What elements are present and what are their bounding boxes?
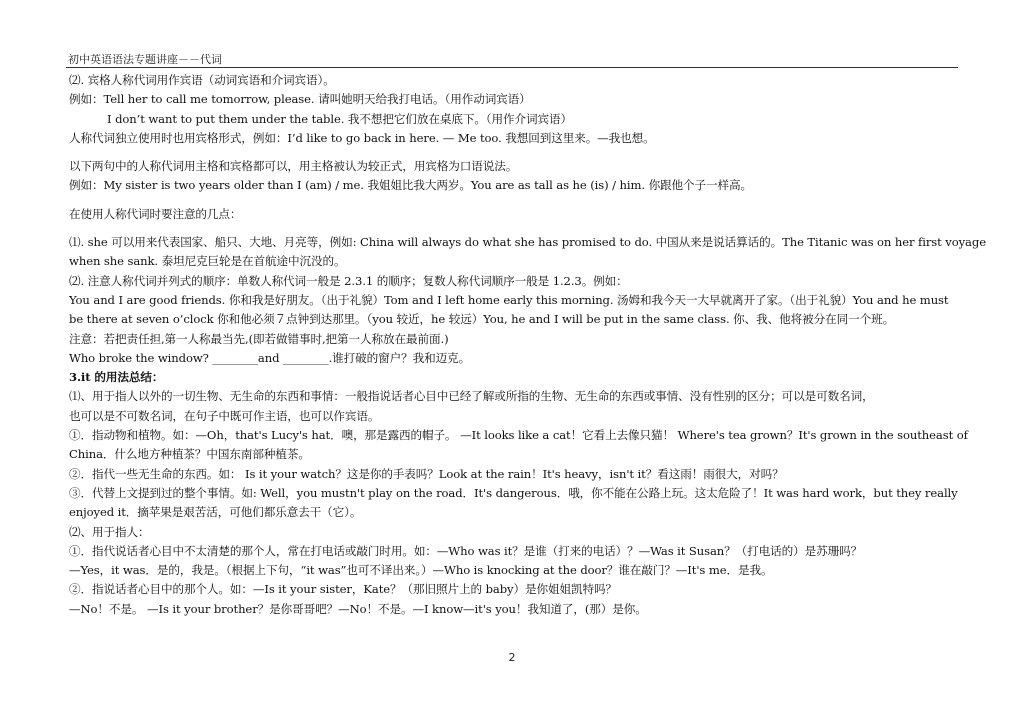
text-line: You and I are good friends. 你和我是好朋友。（出于礼貌）Tom and I left home early this morning. 汤姆和我今天一大早就离开了家。（出于礼貌）You and he must (69, 292, 949, 307)
text-line: 例如：Tell her to call me tomorrow, please. 请叫她明天给我打电话。（用作动词宾语） (69, 92, 531, 107)
text-line: ⑵. 注意人称代词并列式的顺序：单数人称代词一般是 2.3.1 的顺序；复数人称代词顺序一般是 1.2.3。例如： (69, 273, 628, 288)
header-rule (66, 67, 958, 68)
section-heading: 3.it 的用法总结： (69, 370, 164, 385)
page-header-title: 初中英语语法专题讲座－－代词 (68, 53, 222, 66)
text-line: 也可以是不可数名词，在句子中既可作主语，也可以作宾语。 (69, 408, 380, 423)
text-line: 以下两句中的人称代词用主格和宾格都可以，用主格被认为较正式，用宾格为口语说法。 (69, 159, 518, 174)
document-body (69, 71, 986, 619)
text-line: enjoyed it．摘苹果是艰苦活，可他们都乐意去干（它）。 (69, 505, 362, 520)
text-line: ⑴. she 可以用来代表国家、船只、大地、月亮等，例如: China will always do what she has promised to do. 中国从来是说话算话的。The Titanic was on her first voyage (69, 235, 986, 250)
text-line: ⑴、用于指人以外的一切生物、无生命的东西和事情：一般指说话者心目中已经了解或所指的生物、无生命的东西或事情、没有性别的区分；可以是可数名词， (69, 389, 874, 404)
text-line: 人称代词独立使用时也用宾格形式，例如：I’d like to go back in here. — Me too. 我想回到这里来。—我也想。 (69, 130, 655, 145)
text-line: when she sank. 泰坦尼克巨轮是在首航途中沉没的。 (69, 254, 346, 269)
text-line: ②．指代一些无生命的东西。如： Is it your watch？这是你的手表吗？Look at the rain！It's heavy，isn't it？看这雨！雨很大，对吗？ (69, 466, 784, 481)
text-line: —Yes，it was．是的，我是。（根据上下句，“it was”也可不译出来。）—Who is knocking at the door？谁在敲门？—It's me．是我。 (69, 563, 773, 578)
text-line: be there at seven o’clock 你和他必须７点钟到达那里。（you 较近，he 较远）You, he and I will be put in the same class. 你、我、他将被分在同一个班。 (69, 312, 895, 327)
text-line: ⑵、用于指人： (69, 524, 150, 539)
text-line: 例如：My sister is two years older than I (am) / me. 我姐姐比我大两岁。You are as tall as he (is) / him. 你跟他个子一样高。 (69, 178, 753, 193)
text-line: 注意：若把责任担,第一人称最当先,(即若做错事时,把第一人称放在最前面.) (69, 331, 449, 346)
text-line: ①．指动物和植物。如：—Oh，that's Lucy's hat．噢，那是露西的帽子。 —It looks like a cat！它看上去像只猫！ Where's tea grown？It's grown in the southeast of (69, 428, 968, 443)
paragraph-gap (69, 224, 961, 233)
text-line: ⑵. 宾格人称代词用作宾语（动词宾语和介词宾语）。 (69, 73, 335, 87)
text-line: ①．指代说话者心目中不太清楚的那个人，常在打电话或敲门时用。如：—Who was it？是谁（打来的电话）？—Was it Susan？（打电话的）是苏珊吗？ (69, 543, 863, 558)
paragraph-gap (69, 148, 961, 157)
text-line: Who broke the window? ________and ________.谁打破的窗户？我和迈克。 (69, 350, 471, 365)
text-line: ②．指说话者心目中的那个人。如：—Is it your sister，Kate？（那旧照片上的 baby）是你姐姐凯特吗？ (69, 582, 617, 597)
text-line: 在使用人称代词时要注意的几点： (69, 206, 242, 221)
text-line: ③．代替上文提到过的整个事情。如: Well，you mustn't play on the road．It's dangerous．哦，你不能在公路上玩。这太危险了！It was hard work，but they really (69, 485, 958, 500)
text-line: China．什么地方种植茶？中国东南部种植茶。 (69, 447, 310, 462)
paragraph-gap (69, 196, 961, 205)
page-number: 2 (508, 651, 516, 664)
text-line: —No！不是。 —Is it your brother？是你哥哥吧？—No！不是。—I know—it's you！我知道了，(那）是你。 (69, 601, 647, 616)
text-line: I don’t want to put them under the table. 我不想把它们放在桌底下。（用作介词宾语） (107, 111, 572, 126)
